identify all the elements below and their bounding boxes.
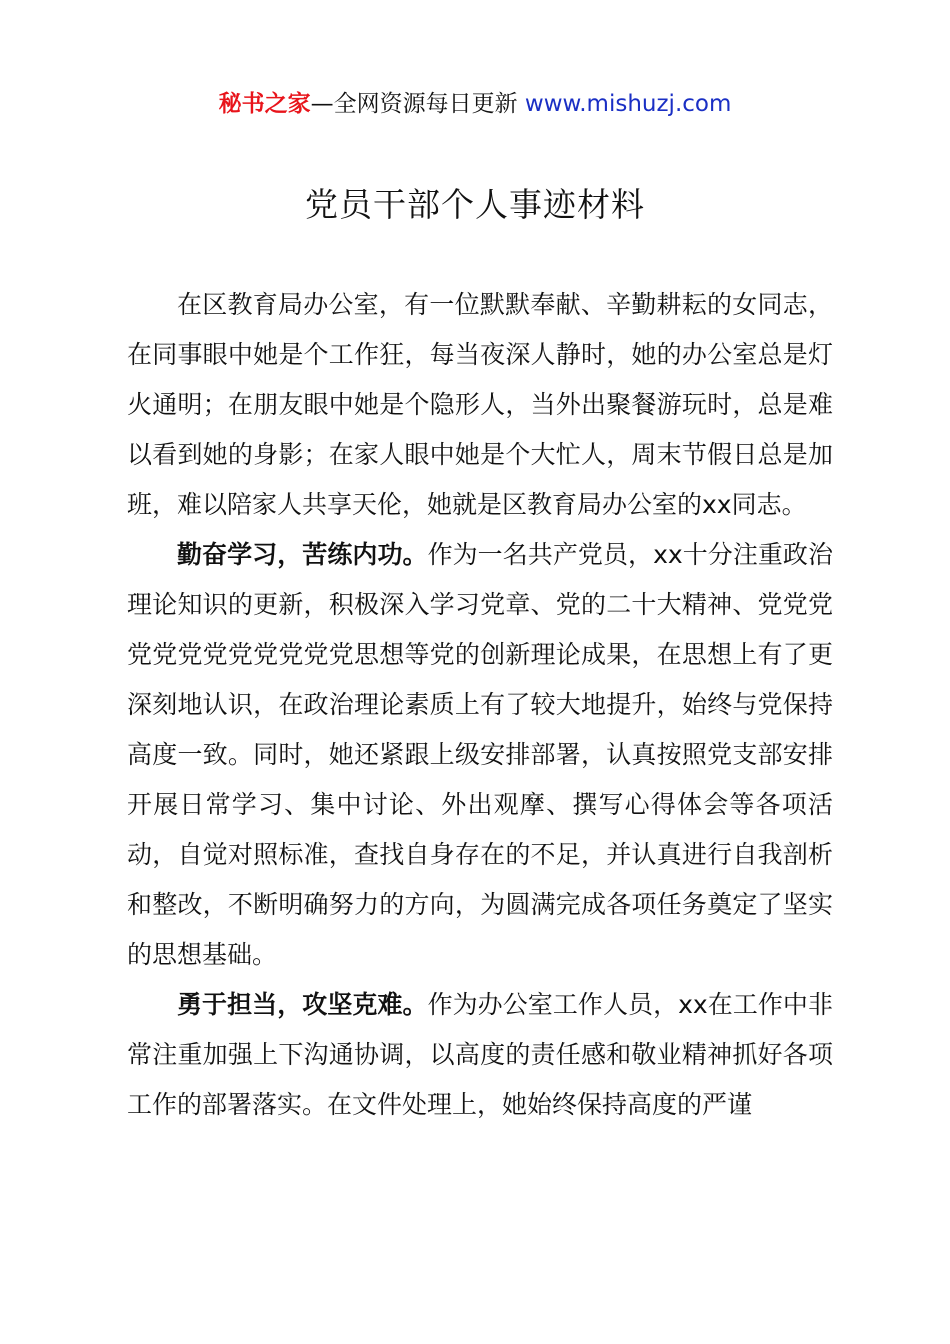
document-body <box>127 280 833 1130</box>
paragraph-intro <box>127 280 833 530</box>
paragraph-text: 作为一名共产党员，xx十分注重政治理论知识的更新，积极深入学习党章、党的二十大精神、党党党党党党党党党党党党思想等党的创新理论成果，在思想上有了更深刻地认识，在政治理论素质上有了较大地提升，始终与党保持高度一致。同时，她还紧跟上级安排部署，认真按照党支部安排开展日常学习、集中讨论、外出观摩、撰写心得体会等各项活动，自觉对照标准，查找自身存在的不足，并认真进行自我剖析和整改，不断明确努力的方向，为圆满完成各项任务奠定了坚实的思想基础。 <box>127 540 833 969</box>
paragraph-text: 在区教育局办公室，有一位默默奉献、辛勤耕耘的女同志，在同事眼中她是个工作狂，每当夜深人静时，她的办公室总是灯火通明；在朋友眼中她是个隐形人，当外出聚餐游玩时，总是难以看到她的身影；在家人眼中她是个大忙人，周末节假日总是加班，难以陪家人共享天伦，她就是区教育局办公室的xx同志。 <box>127 290 833 519</box>
site-tagline: —全网资源每日更新 <box>310 91 525 117</box>
paragraph-study <box>127 530 833 980</box>
paragraph-text: 作为办公室工作人员，xx在工作中非常注重加强上下沟通协调，以高度的责任感和敬业精神抓好各项工作的部署落实。在文件处理上，她始终保持高度的严谨 <box>127 990 833 1119</box>
document-title: 党员干部个人事迹材料 <box>305 185 645 224</box>
paragraph-lead: 勇于担当，攻坚克难。 <box>177 990 428 1019</box>
site-url-link[interactable]: www.mishuzj.com <box>524 91 732 117</box>
paragraph-lead: 勤奋学习，苦练内功。 <box>177 540 428 569</box>
site-header <box>0 86 950 122</box>
site-brand: 秘书之家 <box>218 91 311 117</box>
paragraph-responsibility <box>127 980 833 1130</box>
